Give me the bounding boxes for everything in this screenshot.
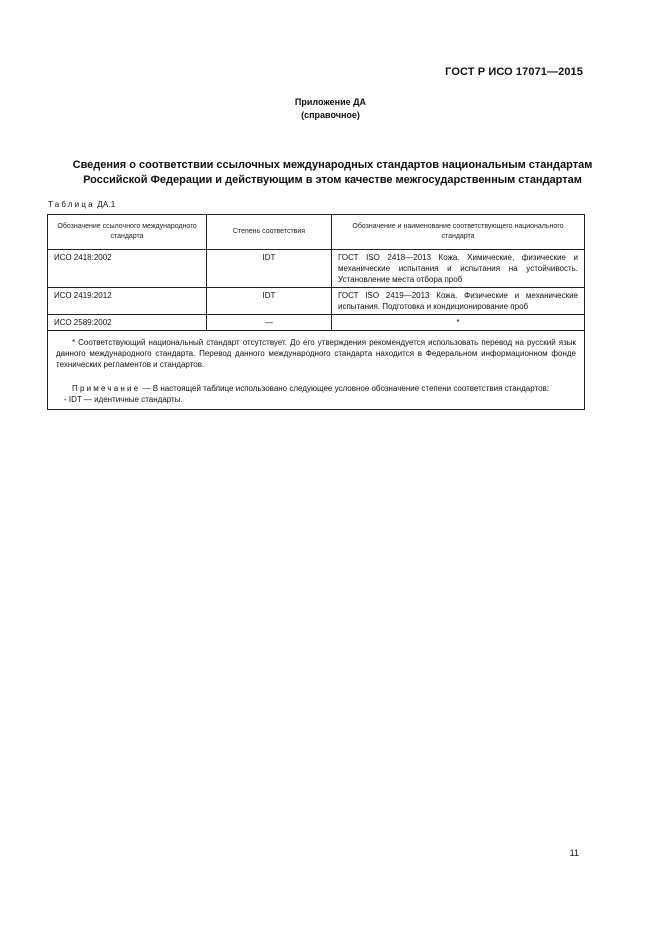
appendix-title: Приложение ДА xyxy=(294,97,367,107)
table-row xyxy=(48,250,585,288)
section-title xyxy=(40,158,625,188)
table-row xyxy=(48,315,585,331)
cell-national: ГОСТ ISO 2419—2013 Кожа. Физические и механические испытания. Подготовка и кондиционирование проб xyxy=(332,288,585,315)
table-notes-cell xyxy=(48,331,585,410)
table-row xyxy=(48,288,585,315)
cell-national: ГОСТ ISO 2418—2013 Кожа. Химические, физические и механические испытания и испытания на устойчивость. Установление места отбора проб xyxy=(332,250,585,288)
cell-degree: IDT xyxy=(207,250,332,288)
table-caption-number: ДА.1 xyxy=(97,200,116,209)
cell-degree: — xyxy=(207,315,332,331)
table-footnote: * Соответствующий национальный стандарт отсутствует. До его утверждения рекомендуется использовать перевод на русский язык данного международного стандарта. Перевод данного международного стандарта находится в Федеральном информационном фонде технических регламентов и стандартов. xyxy=(56,338,576,369)
note-label: Примечание xyxy=(72,384,141,393)
table-header-row xyxy=(48,215,585,250)
cell-national: * xyxy=(332,315,585,331)
table-caption xyxy=(48,200,115,209)
table-note xyxy=(56,383,576,394)
document-code: ГОСТ Р ИСО 17071—2015 xyxy=(445,66,583,78)
section-title-line-1: Сведения о соответствии ссылочных международных стандартов национальным стандартам xyxy=(72,159,593,171)
note-item: - IDT — идентичные стандарты. xyxy=(64,395,183,404)
correspondence-table xyxy=(47,214,585,410)
cell-reference: ИСО 2589:2002 xyxy=(48,315,207,331)
cell-degree: IDT xyxy=(207,288,332,315)
note-text: — В настоящей таблице использовано следующее условное обозначение степени соответствия стандартов: xyxy=(140,384,549,393)
appendix-subtitle: (справочное) xyxy=(301,110,360,120)
header-degree: Степень соответствия xyxy=(207,215,332,250)
table-footer-row xyxy=(48,331,585,410)
header-reference-standard: Обозначение ссылочного международного стандарта xyxy=(48,215,207,250)
header-national-standard: Обозначение и наименование соответствующего национального стандарта xyxy=(332,215,585,250)
table-caption-word: Таблица xyxy=(48,200,95,209)
cell-reference: ИСО 2419:2012 xyxy=(48,288,207,315)
cell-reference: ИСО 2418:2002 xyxy=(48,250,207,288)
appendix-heading xyxy=(0,96,661,122)
page-number: 11 xyxy=(569,848,579,858)
section-title-line-2: Российской Федерации и действующим в этом качестве межгосударственным стандартам xyxy=(83,174,582,186)
